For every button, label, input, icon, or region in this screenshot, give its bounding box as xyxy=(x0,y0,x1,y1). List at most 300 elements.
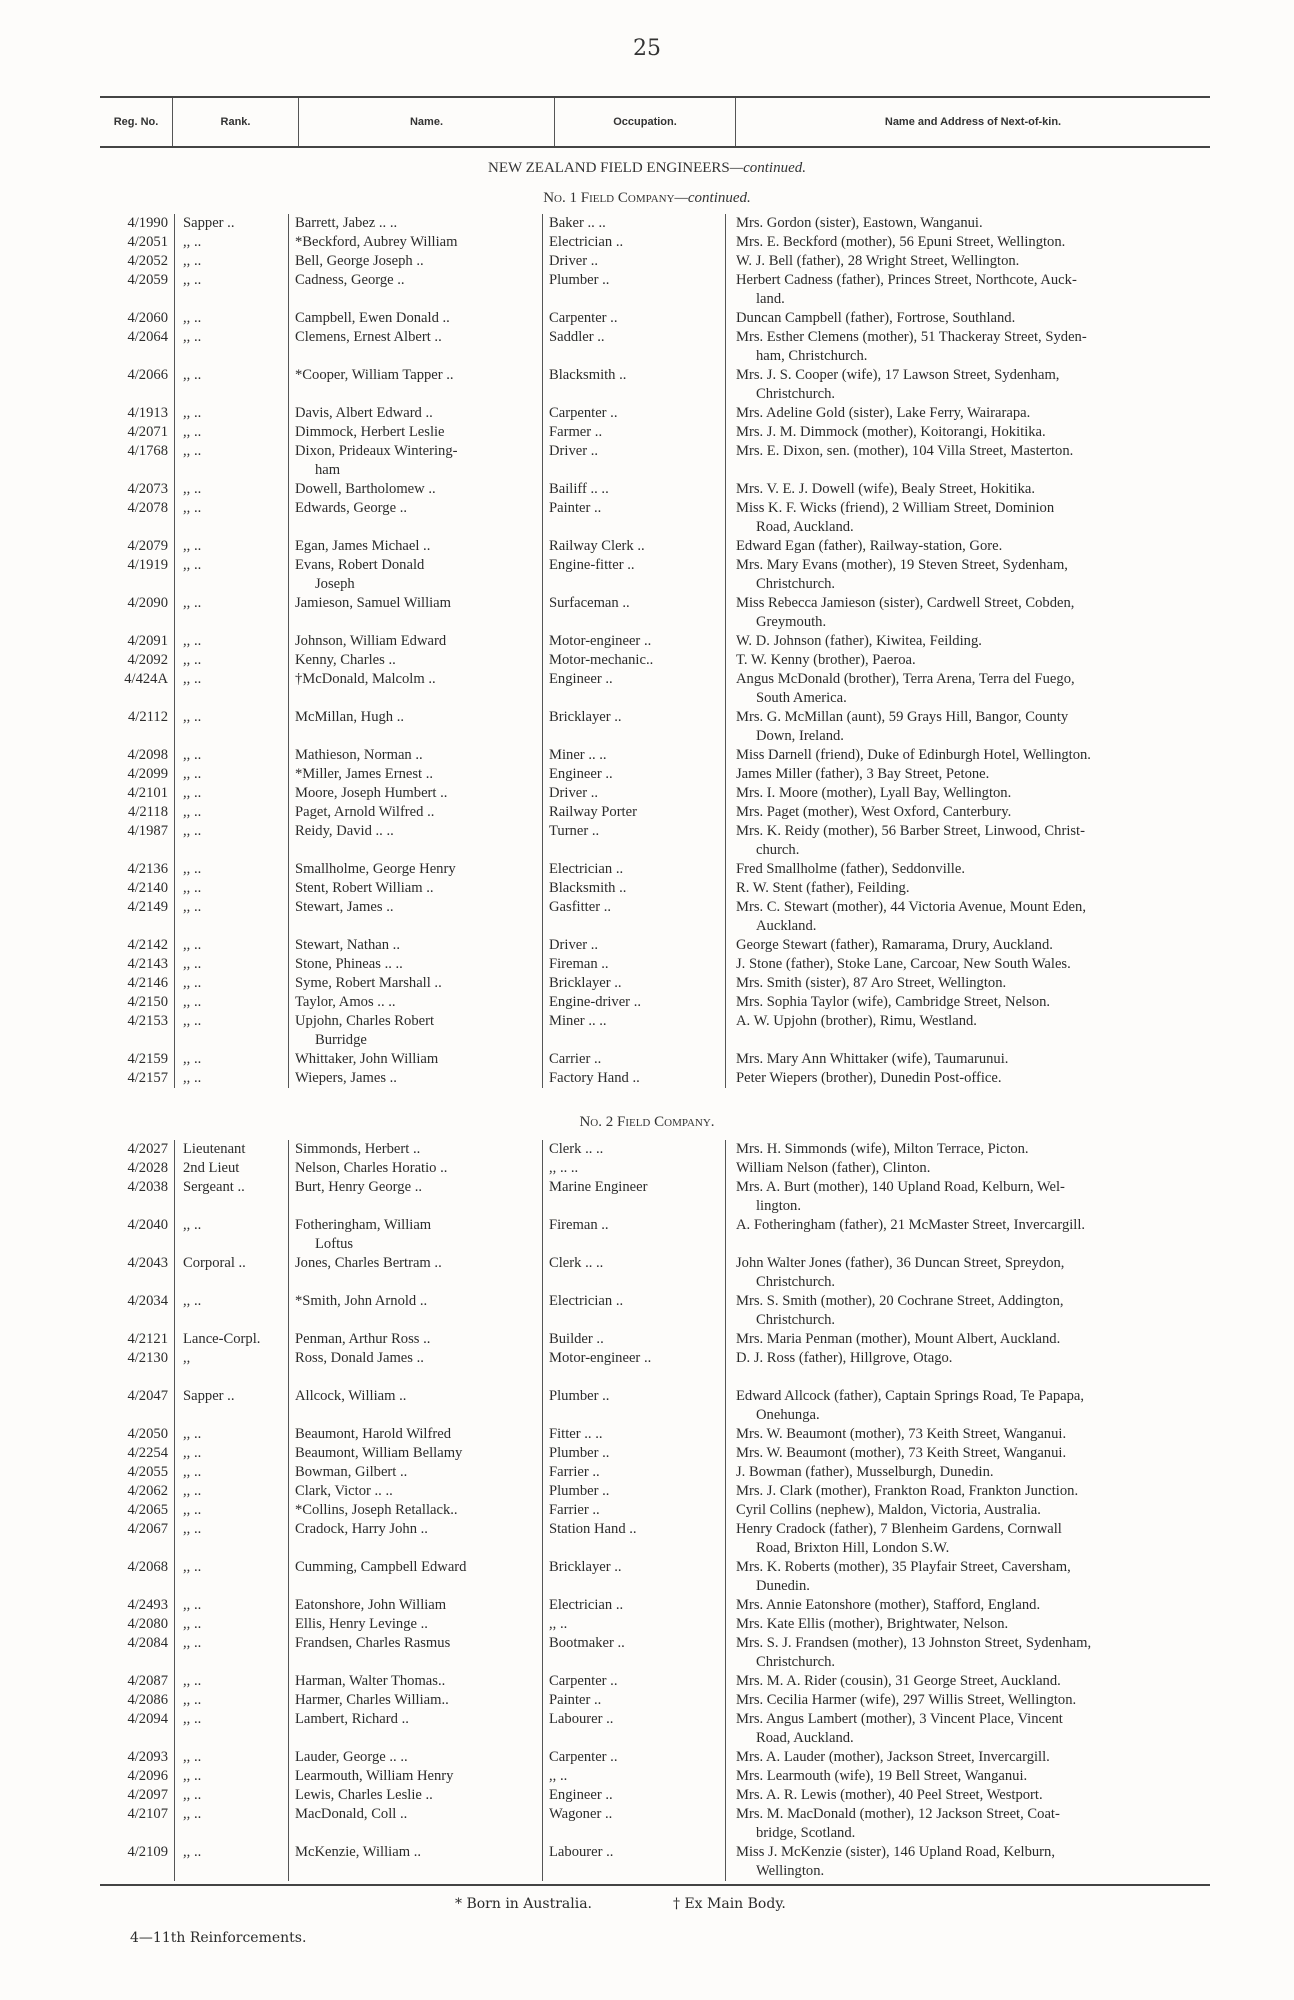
soldier-name xyxy=(289,1596,543,1615)
soldier-name xyxy=(289,556,543,594)
reg-no: 4/2059 xyxy=(100,271,175,309)
soldier-name xyxy=(289,1292,543,1330)
table-row xyxy=(100,404,1210,423)
soldier-name xyxy=(289,1501,543,1520)
rank: ,, .. xyxy=(175,252,289,271)
soldier-name xyxy=(289,1805,543,1843)
soldier-name xyxy=(289,1216,543,1254)
reg-no: 4/2087 xyxy=(100,1672,175,1691)
occupation: Bricklayer .. xyxy=(543,974,726,993)
soldier-name xyxy=(289,632,543,651)
table-row xyxy=(100,233,1210,252)
soldier-name-text: Dimmock, Herbert Leslie xyxy=(295,424,445,440)
rank: ,, .. xyxy=(175,784,289,803)
rank: Sergeant .. xyxy=(175,1178,289,1216)
soldier-name xyxy=(289,1691,543,1710)
next-of-kin-continuation: bridge, Scotland. xyxy=(756,1825,856,1841)
soldier-name xyxy=(289,1140,543,1159)
next-of-kin-text: Mrs. Maria Penman (mother), Mount Albert, Auckland. xyxy=(736,1331,1061,1347)
next-of-kin xyxy=(726,1012,1210,1050)
next-of-kin xyxy=(726,860,1210,879)
soldier-name xyxy=(289,879,543,898)
next-of-kin-text: Miss Darnell (friend), Duke of Edinburgh Hotel, Wellington. xyxy=(736,747,1091,763)
next-of-kin-text: Mrs. K. Roberts (mother), 35 Playfair Street, Caversham, xyxy=(736,1559,1071,1575)
next-of-kin-text: Mrs. A. Lauder (mother), Jackson Street, Invercargill. xyxy=(736,1749,1050,1765)
next-of-kin xyxy=(726,1159,1210,1178)
next-of-kin-text: William Nelson (father), Clinton. xyxy=(736,1160,931,1176)
next-of-kin xyxy=(726,803,1210,822)
table-row xyxy=(100,651,1210,670)
soldier-name xyxy=(289,1748,543,1767)
soldier-name xyxy=(289,765,543,784)
next-of-kin-text: James Miller (father), 3 Bay Street, Petone. xyxy=(736,766,990,782)
soldier-name xyxy=(289,936,543,955)
soldier-name xyxy=(289,651,543,670)
next-of-kin-continuation: ham, Christchurch. xyxy=(756,348,868,364)
occupation: Engine-driver .. xyxy=(543,993,726,1012)
spacer-cell xyxy=(175,1368,289,1387)
reg-no: 4/2067 xyxy=(100,1520,175,1558)
soldier-name-text: Ross, Donald James .. xyxy=(295,1350,424,1366)
company-1-title-text: No. 1 Field Company xyxy=(543,190,675,206)
next-of-kin-continuation: Christchurch. xyxy=(756,576,836,592)
soldier-name xyxy=(289,1444,543,1463)
rank: ,, .. xyxy=(175,366,289,404)
rank: ,, .. xyxy=(175,309,289,328)
table-row xyxy=(100,537,1210,556)
next-of-kin xyxy=(726,993,1210,1012)
rank: ,, .. xyxy=(175,1520,289,1558)
next-of-kin xyxy=(726,1216,1210,1254)
soldier-name xyxy=(289,594,543,632)
reg-no: 4/2034 xyxy=(100,1292,175,1330)
occupation: Clerk .. .. xyxy=(543,1140,726,1159)
next-of-kin-text: Mrs. Angus Lambert (mother), 3 Vincent Place, Vincent xyxy=(736,1711,1063,1727)
table-row xyxy=(100,765,1210,784)
next-of-kin-text: Mrs. J. S. Cooper (wife), 17 Lawson Street, Sydenham, xyxy=(736,367,1060,383)
occupation: Engineer .. xyxy=(543,765,726,784)
soldier-name-text: McMillan, Hugh .. xyxy=(295,709,405,725)
soldier-name-text: MacDonald, Coll .. xyxy=(295,1806,408,1822)
soldier-name-text: Stewart, James .. xyxy=(295,899,394,915)
next-of-kin xyxy=(726,537,1210,556)
next-of-kin-text: W. J. Bell (father), 28 Wright Street, Wellington. xyxy=(736,253,1020,269)
reg-no: 4/2090 xyxy=(100,594,175,632)
reg-no: 4/2121 xyxy=(100,1330,175,1349)
next-of-kin xyxy=(726,746,1210,765)
rank: ,, .. xyxy=(175,746,289,765)
soldier-name-text: Paget, Arnold Wilfred .. xyxy=(295,804,435,820)
next-of-kin-text: Mrs. Annie Eatonshore (mother), Stafford, England. xyxy=(736,1597,1041,1613)
spacer-cell xyxy=(100,1368,175,1387)
rank: ,, .. xyxy=(175,651,289,670)
table-row xyxy=(100,974,1210,993)
occupation: Miner .. .. xyxy=(543,1012,726,1050)
reg-no: 4/2098 xyxy=(100,746,175,765)
next-of-kin-continuation: Greymouth. xyxy=(756,614,827,630)
next-of-kin-text: Mrs. Cecilia Harmer (wife), 297 Willis Street, Wellington. xyxy=(736,1692,1077,1708)
table-row xyxy=(100,936,1210,955)
occupation: Bailiff .. .. xyxy=(543,480,726,499)
table-row xyxy=(100,1748,1210,1767)
next-of-kin-continuation: Down, Ireland. xyxy=(756,728,844,744)
reg-no: 4/2146 xyxy=(100,974,175,993)
table-row xyxy=(100,898,1210,936)
next-of-kin-text: Mrs. K. Reidy (mother), 56 Barber Street, Linwood, Christ- xyxy=(736,823,1085,839)
soldier-name-text: Cradock, Harry John .. xyxy=(295,1521,428,1537)
occupation: Railway Clerk .. xyxy=(543,537,726,556)
next-of-kin xyxy=(726,1140,1210,1159)
table-row xyxy=(100,252,1210,271)
occupation: Miner .. .. xyxy=(543,746,726,765)
occupation: Farrier .. xyxy=(543,1463,726,1482)
next-of-kin xyxy=(726,1292,1210,1330)
occupation: Fireman .. xyxy=(543,955,726,974)
company-1-title xyxy=(0,190,1294,207)
next-of-kin-continuation: Christchurch. xyxy=(756,1312,836,1328)
next-of-kin-continuation: South America. xyxy=(756,690,847,706)
reg-no: 4/2159 xyxy=(100,1050,175,1069)
next-of-kin-text: Mrs. Kate Ellis (mother), Brightwater, Nelson. xyxy=(736,1616,1009,1632)
occupation: Factory Hand .. xyxy=(543,1069,726,1088)
next-of-kin-text: Henry Cradock (father), 7 Blenheim Gardens, Cornwall xyxy=(736,1521,1062,1537)
table-row xyxy=(100,1615,1210,1634)
rank: ,, .. xyxy=(175,1216,289,1254)
table-row xyxy=(100,1463,1210,1482)
next-of-kin-text: Mrs. M. A. Rider (cousin), 31 George Street, Auckland. xyxy=(736,1673,1061,1689)
next-of-kin xyxy=(726,974,1210,993)
soldier-name-text: Simmonds, Herbert .. xyxy=(295,1141,421,1157)
reg-no: 4/2060 xyxy=(100,309,175,328)
soldier-name-text: Jamieson, Samuel William xyxy=(295,595,452,611)
rank: ,, .. xyxy=(175,860,289,879)
soldier-name-text: *Smith, John Arnold .. xyxy=(295,1293,428,1309)
rank: ,, .. xyxy=(175,670,289,708)
reg-no: 4/2043 xyxy=(100,1254,175,1292)
soldier-name-text: Kenny, Charles .. xyxy=(295,652,396,668)
next-of-kin xyxy=(726,784,1210,803)
table-row xyxy=(100,214,1210,233)
reg-no: 4/1987 xyxy=(100,822,175,860)
soldier-name-text: Cadness, George .. xyxy=(295,272,405,288)
table-row xyxy=(100,1159,1210,1178)
table-row xyxy=(100,556,1210,594)
next-of-kin xyxy=(726,1425,1210,1444)
soldier-name xyxy=(289,1558,543,1596)
occupation: Motor-mechanic.. xyxy=(543,651,726,670)
soldier-name-text: Stone, Phineas .. .. xyxy=(295,956,403,972)
table-row xyxy=(100,1254,1210,1292)
table-row xyxy=(100,1558,1210,1596)
next-of-kin xyxy=(726,1843,1210,1881)
next-of-kin xyxy=(726,309,1210,328)
soldier-name xyxy=(289,1767,543,1786)
rank: ,, .. xyxy=(175,537,289,556)
reg-no: 4/2047 xyxy=(100,1387,175,1425)
occupation: Saddler .. xyxy=(543,328,726,366)
next-of-kin xyxy=(726,1596,1210,1615)
occupation: Farmer .. xyxy=(543,423,726,442)
rank: ,, .. xyxy=(175,1292,289,1330)
table-row xyxy=(100,1330,1210,1349)
reg-no: 4/2493 xyxy=(100,1596,175,1615)
next-of-kin-text: John Walter Jones (father), 36 Duncan Street, Spreydon, xyxy=(736,1255,1065,1271)
company-1-title-suffix: —continued. xyxy=(674,190,751,206)
next-of-kin-continuation: land. xyxy=(756,291,785,307)
occupation: Plumber .. xyxy=(543,271,726,309)
column-header-occupation: Occupation. xyxy=(555,98,736,146)
rank: ,, .. xyxy=(175,328,289,366)
table-row xyxy=(100,1501,1210,1520)
table-row xyxy=(100,442,1210,480)
soldier-name xyxy=(289,1254,543,1292)
rank: ,, .. xyxy=(175,423,289,442)
soldier-name-text: Davis, Albert Edward .. xyxy=(295,405,433,421)
rank: ,, .. xyxy=(175,1672,289,1691)
soldier-name-text: Lauder, George .. .. xyxy=(295,1749,408,1765)
reg-no: 4/2136 xyxy=(100,860,175,879)
soldier-name-text: Fotheringham, William xyxy=(295,1217,432,1233)
soldier-name xyxy=(289,252,543,271)
soldier-name-continuation: Joseph xyxy=(315,576,355,592)
soldier-name xyxy=(289,1710,543,1748)
soldier-name xyxy=(289,1482,543,1501)
rank: ,, .. xyxy=(175,1425,289,1444)
soldier-name-text: Stewart, Nathan .. xyxy=(295,937,400,953)
table-row xyxy=(100,1786,1210,1805)
soldier-name xyxy=(289,803,543,822)
next-of-kin xyxy=(726,765,1210,784)
soldier-name-text: *Beckford, Aubrey William xyxy=(295,234,458,250)
soldier-name xyxy=(289,993,543,1012)
table-row xyxy=(100,860,1210,879)
next-of-kin-text: Mrs. Mary Evans (mother), 19 Steven Street, Sydenham, xyxy=(736,557,1068,573)
next-of-kin xyxy=(726,499,1210,537)
table-row xyxy=(100,784,1210,803)
soldier-name-text: Smallholme, George Henry xyxy=(295,861,456,877)
reg-no: 4/2073 xyxy=(100,480,175,499)
occupation: ,, .. xyxy=(543,1615,726,1634)
next-of-kin-text: W. D. Johnson (father), Kiwitea, Feilding. xyxy=(736,633,982,649)
table-row xyxy=(100,1710,1210,1748)
soldier-name xyxy=(289,860,543,879)
next-of-kin xyxy=(726,1767,1210,1786)
rank: ,, .. xyxy=(175,594,289,632)
table-row xyxy=(100,1634,1210,1672)
rank: ,, .. xyxy=(175,708,289,746)
next-of-kin-text: Peter Wiepers (brother), Dunedin Post-office. xyxy=(736,1070,1002,1086)
soldier-name-text: Beaumont, William Bellamy xyxy=(295,1445,463,1461)
reg-no: 4/2050 xyxy=(100,1425,175,1444)
reg-no: 4/1990 xyxy=(100,214,175,233)
occupation: Blacksmith .. xyxy=(543,879,726,898)
soldier-name xyxy=(289,784,543,803)
soldier-name-text: Frandsen, Charles Rasmus xyxy=(295,1635,451,1651)
next-of-kin xyxy=(726,1558,1210,1596)
soldier-name-text: Lewis, Charles Leslie .. xyxy=(295,1787,433,1803)
table-row xyxy=(100,632,1210,651)
reg-no: 4/2064 xyxy=(100,328,175,366)
footnote-ex-main-body: † Ex Main Body. xyxy=(673,1896,786,1912)
table-row xyxy=(100,746,1210,765)
soldier-name-text: Dowell, Bartholomew .. xyxy=(295,481,436,497)
next-of-kin-text: Mrs. Mary Ann Whittaker (wife), Taumarunui. xyxy=(736,1051,1009,1067)
rank: ,, xyxy=(175,1349,289,1368)
next-of-kin xyxy=(726,328,1210,366)
rank: ,, .. xyxy=(175,1596,289,1615)
occupation: Carpenter .. xyxy=(543,1672,726,1691)
soldier-name xyxy=(289,537,543,556)
spacer-cell xyxy=(543,1368,726,1387)
soldier-name xyxy=(289,499,543,537)
next-of-kin xyxy=(726,898,1210,936)
soldier-name-text: Syme, Robert Marshall .. xyxy=(295,975,442,991)
rank: ,, .. xyxy=(175,1767,289,1786)
next-of-kin-text: Mrs. W. Beaumont (mother), 73 Keith Street, Wanganui. xyxy=(736,1426,1067,1442)
soldier-name-text: Learmouth, William Henry xyxy=(295,1768,454,1784)
soldier-name xyxy=(289,708,543,746)
soldier-name xyxy=(289,670,543,708)
rank: ,, .. xyxy=(175,1069,289,1088)
reg-no: 4/2066 xyxy=(100,366,175,404)
soldier-name xyxy=(289,1520,543,1558)
next-of-kin xyxy=(726,1050,1210,1069)
rank: ,, .. xyxy=(175,480,289,499)
column-header-next-of-kin: Name and Address of Next-of-kin. xyxy=(884,116,1062,128)
table-row xyxy=(100,1216,1210,1254)
occupation: Driver .. xyxy=(543,442,726,480)
rank: ,, .. xyxy=(175,955,289,974)
reg-no: 4/2107 xyxy=(100,1805,175,1843)
reg-no: 4/2078 xyxy=(100,499,175,537)
reg-no: 4/2038 xyxy=(100,1178,175,1216)
next-of-kin-continuation: Auckland. xyxy=(756,918,817,934)
next-of-kin-text: Angus McDonald (brother), Terra Arena, Terra del Fuego, xyxy=(736,671,1075,687)
rank: ,, .. xyxy=(175,993,289,1012)
soldier-name xyxy=(289,214,543,233)
reg-no: 4/2091 xyxy=(100,632,175,651)
next-of-kin-text: Mrs. Sophia Taylor (wife), Cambridge Street, Nelson. xyxy=(736,994,1051,1010)
rank: ,, .. xyxy=(175,1050,289,1069)
next-of-kin xyxy=(726,651,1210,670)
table-row xyxy=(100,271,1210,309)
next-of-kin xyxy=(726,1444,1210,1463)
table-row xyxy=(100,1178,1210,1216)
occupation: Marine Engineer xyxy=(543,1178,726,1216)
occupation: Bricklayer .. xyxy=(543,708,726,746)
soldier-name-text: Upjohn, Charles Robert xyxy=(295,1013,435,1029)
occupation: Builder .. xyxy=(543,1330,726,1349)
soldier-name-text: Nelson, Charles Horatio .. xyxy=(295,1160,448,1176)
rank: Sapper .. xyxy=(175,214,289,233)
page-number: 25 xyxy=(633,36,661,61)
reg-no: 4/2068 xyxy=(100,1558,175,1596)
next-of-kin-continuation: lington. xyxy=(756,1198,801,1214)
occupation: Driver .. xyxy=(543,252,726,271)
soldier-name-text: Clark, Victor .. .. xyxy=(295,1483,393,1499)
soldier-name-text: Moore, Joseph Humbert .. xyxy=(295,785,448,801)
soldier-name xyxy=(289,1463,543,1482)
occupation: Engine-fitter .. xyxy=(543,556,726,594)
reg-no: 4/2052 xyxy=(100,252,175,271)
next-of-kin xyxy=(726,480,1210,499)
rank: ,, .. xyxy=(175,974,289,993)
occupation: ,, .. .. xyxy=(543,1159,726,1178)
next-of-kin xyxy=(726,252,1210,271)
next-of-kin-text: Mrs. J. M. Dimmock (mother), Koitorangi, Hokitika. xyxy=(736,424,1046,440)
reg-no: 4/2109 xyxy=(100,1843,175,1881)
table-row xyxy=(100,480,1210,499)
soldier-name xyxy=(289,233,543,252)
next-of-kin xyxy=(726,879,1210,898)
reg-no: 4/2028 xyxy=(100,1159,175,1178)
next-of-kin-text: Mrs. Learmouth (wife), 19 Bell Street, Wanganui. xyxy=(736,1768,1028,1784)
row-spacer xyxy=(100,1368,1210,1387)
occupation: Plumber .. xyxy=(543,1387,726,1425)
soldier-name-text: Harman, Walter Thomas.. xyxy=(295,1673,446,1689)
table-row xyxy=(100,955,1210,974)
soldier-name-continuation: ham xyxy=(315,462,341,478)
rank: ,, .. xyxy=(175,442,289,480)
rank: Lance-Corpl. xyxy=(175,1330,289,1349)
soldier-name xyxy=(289,898,543,936)
reg-no: 4/2099 xyxy=(100,765,175,784)
rank: ,, .. xyxy=(175,271,289,309)
next-of-kin xyxy=(726,670,1210,708)
occupation: Gasfitter .. xyxy=(543,898,726,936)
reg-no: 4/2118 xyxy=(100,803,175,822)
reg-no: 4/2065 xyxy=(100,1501,175,1520)
table-row xyxy=(100,670,1210,708)
next-of-kin-text: Mrs. E. Dixon, sen. (mother), 104 Villa Street, Masterton. xyxy=(736,443,1074,459)
soldier-name-text: Jones, Charles Bertram .. xyxy=(295,1255,442,1271)
table-row xyxy=(100,1140,1210,1159)
rank: ,, .. xyxy=(175,1558,289,1596)
column-header-name: Name. xyxy=(299,98,555,146)
rank: ,, .. xyxy=(175,1748,289,1767)
reg-no: 4/2094 xyxy=(100,1710,175,1748)
section-title xyxy=(0,160,1294,177)
table-row xyxy=(100,1387,1210,1425)
table-row xyxy=(100,1425,1210,1444)
soldier-name xyxy=(289,404,543,423)
reg-no: 4/2142 xyxy=(100,936,175,955)
soldier-name-text: Ellis, Henry Levinge .. xyxy=(295,1616,428,1632)
soldier-name xyxy=(289,955,543,974)
rank: ,, .. xyxy=(175,1691,289,1710)
next-of-kin xyxy=(726,404,1210,423)
table-row xyxy=(100,1691,1210,1710)
soldier-name xyxy=(289,1330,543,1349)
soldier-name xyxy=(289,328,543,366)
soldier-name-text: Stent, Robert William .. xyxy=(295,880,434,896)
next-of-kin xyxy=(726,1254,1210,1292)
soldier-name-text: Cumming, Campbell Edward xyxy=(295,1559,467,1575)
rank: ,, .. xyxy=(175,1615,289,1634)
occupation: Electrician .. xyxy=(543,1292,726,1330)
soldier-name xyxy=(289,1615,543,1634)
reg-no: 4/2143 xyxy=(100,955,175,974)
occupation: Bootmaker .. xyxy=(543,1634,726,1672)
soldier-name-text: Dixon, Prideaux Wintering- xyxy=(295,443,458,459)
next-of-kin-text: Herbert Cadness (father), Princes Street, Northcote, Auck- xyxy=(736,272,1077,288)
occupation: Carrier .. xyxy=(543,1050,726,1069)
rank: ,, .. xyxy=(175,233,289,252)
occupation: Electrician .. xyxy=(543,233,726,252)
occupation: Bricklayer .. xyxy=(543,1558,726,1596)
table-row xyxy=(100,594,1210,632)
table-row xyxy=(100,879,1210,898)
